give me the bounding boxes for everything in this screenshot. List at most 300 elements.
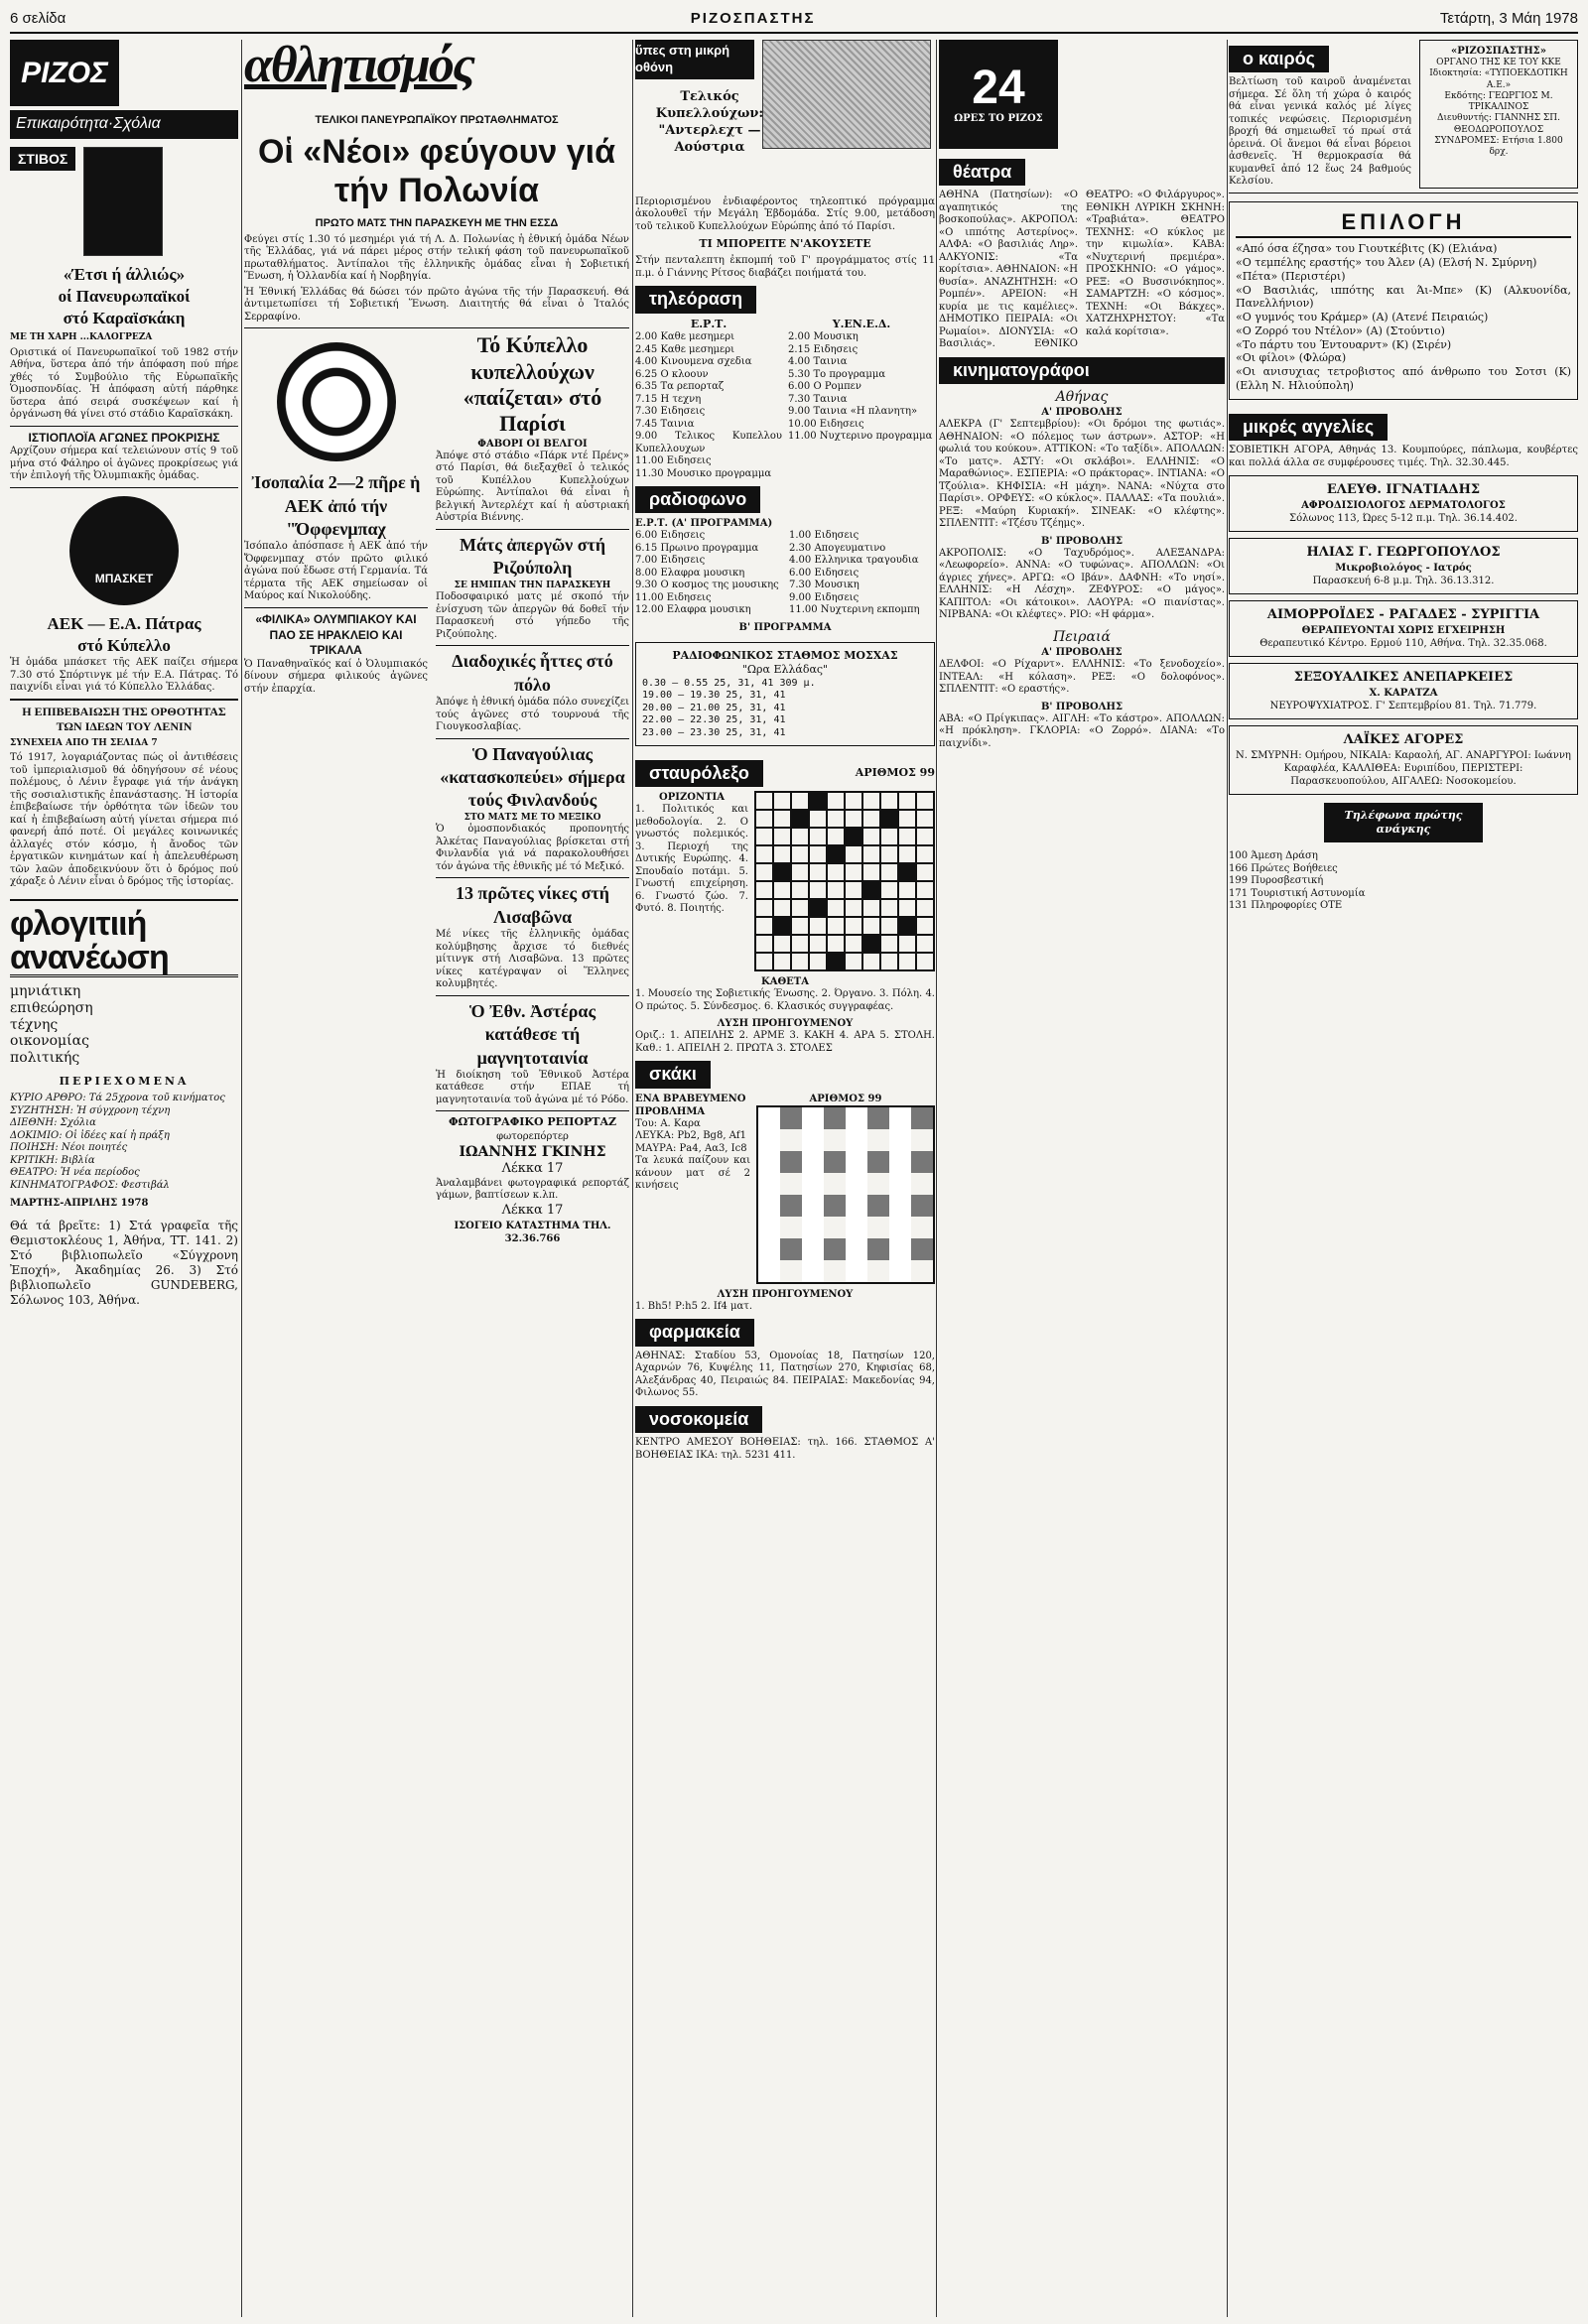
crossword-cell	[809, 810, 827, 828]
poland-text-2: Ἡ Ἐθνική Ἑλλάδας θά δώσει τόν πρῶτο ἀγώνα τῆς τήν Παρασκευή. Θά ἀντιμετωπίσει τή Σοβιετική Ἕνωση. Διαιτητής θά εἶναι ὁ Ἰταλός Σερραφίνο.	[244, 286, 629, 323]
crossword-cell	[916, 828, 934, 845]
crossword-cell	[916, 917, 934, 935]
schedule-row: 2.15 Ειδησεις	[788, 343, 859, 355]
photo-sub: φωτορεπόρτερ	[496, 1130, 569, 1142]
phone-row: 199 Πυροσβεστική	[1229, 875, 1324, 887]
football-image	[277, 342, 396, 461]
crossword-cell	[773, 845, 791, 863]
cross-sol-text: Οριζ.: 1. ΑΠΕΙΛΗΣ 2. ΑΡΜΕ 3. ΚΑΚΗ 4. ΑΡΑ 5. ΣΤΟΛΗ. Καθ.: 1. ΑΠΕΙΛΗ 2. ΠΡΩΤΑ 3. ΣΤΟΛΕΣ	[635, 1030, 935, 1054]
schedule-row: 6.35 Τα ρεπορταζ	[635, 381, 725, 393]
crossword-cell	[898, 810, 916, 828]
chess-square	[867, 1129, 889, 1151]
chess-square	[758, 1173, 780, 1195]
chess-square	[802, 1151, 824, 1173]
crossword-cell	[809, 863, 827, 881]
lenin-cont: ΣΥΝΕΧΕΙΑ ΑΠΟ ΤΗ ΣΕΛΙΔΑ 7	[10, 737, 158, 748]
crossword-cell	[916, 953, 934, 970]
chess-square	[911, 1238, 933, 1260]
crossword-cell	[755, 899, 773, 917]
left-column	[10, 40, 238, 2317]
crossword-cell	[827, 917, 845, 935]
ad-text: Παρασκευή 6-8 μ.μ. Τηλ. 36.13.312.	[1312, 575, 1495, 586]
crossword-cell	[898, 953, 916, 970]
section-title: αθλητισμός	[244, 40, 474, 93]
chess-board	[756, 1105, 935, 1284]
crossword-cell	[898, 935, 916, 953]
chess-square	[911, 1217, 933, 1238]
schedule-row: 4.00 Ελληνικα τραγουδια	[789, 555, 919, 567]
schedule-row: 6.00 Ειδησεις	[789, 567, 860, 579]
crossword-cell	[827, 953, 845, 970]
crossword-cell	[880, 810, 898, 828]
crossword-cell	[916, 845, 934, 863]
asteras-headline: Ὁ Ἐθν. Ἀστέρας κατάθεσε τή μαγνητοταινία	[468, 1000, 596, 1068]
ad-box	[1229, 538, 1578, 594]
crossword-cell	[755, 792, 773, 810]
crossword-cell	[880, 828, 898, 845]
schedule-row: 7.30 Μουσικη	[789, 580, 860, 591]
chess-square	[846, 1195, 867, 1217]
ad-name: ΗΛΙΑΣ Γ. ΓΕΩΡΓΟΠΟΥΛΟΣ	[1306, 545, 1501, 561]
toc-item: ΚΥΡΙΟ ΑΡΘΡΟ: Τά 25χρονα τοῦ κινήματος	[10, 1093, 225, 1104]
weather-title: ο καιρός	[1229, 46, 1329, 72]
crossword-cell	[880, 899, 898, 917]
lenin-headline: Η ΕΠΙΒΕΒΑΙΩΣΗ ΤΗΣ ΟΡΘΟΤΗΤΑΣ ΤΩΝ ΙΔΕΩΝ ΤΟΥ ΛΕΝΙΝ	[22, 704, 226, 734]
ad-box	[1229, 725, 1578, 795]
chess-square	[758, 1129, 780, 1151]
tvsched-title: τηλεόραση	[635, 286, 756, 313]
cinema-pir-text: ΔΕΛΦΟΙ: «Ο Ρίχαρντ». ΕΛΛΗΝΙΣ: «Το ξενοδοχείο». ΙΝΤΕΑΛ: «Η κόλαση». ΡΕΞ: «Ο δολοφόνος». ΣΠΛΕΝΤΙΤ: «Ο εραστής».	[939, 659, 1225, 696]
cinema-text: ΑΛΕΚΡΑ (Γ' Σεπτεμβρίου): «Οι δρόμοι της φωτιάς». ΑΘΗΝΑΙΟΝ: «Ο πόλεμος των άστρων». ΑΣΤΟΡ: «Η φωλιά του κούκου». ΑΤΤΙΚΟΝ: «Το ταξίδι». ΑΠΟΛΛΩΝ: «Το ματς». ΑΣΤΥ: «Οι σκλάβοι». ΕΛΛΗΝΙΣ: «Ο Μαραθώνιος». ΕΣΠΕΡΙΑ: «Ο πράκτορας». ΙΝΤΙΑΝΑ: «Ο Τζούλια». ΚΗΦΙΣΙΑ: «Η μάχη». ΝΑΝΑ: «Νύχτα στο Παρίσι». ΟΡΦΕΥΣ: «Ο κύκλος». ΠΑΛΛΑΣ: «Τα πουλιά». ΡΕΞ: «Μαύρη Κυριακή». ΣΙΝΕΑΚ: «Ο κλέφτης». ΣΠΛΕΝΤΙΤ: «Τζέσυ Τζέημς».	[939, 419, 1225, 530]
chess-square	[846, 1238, 867, 1260]
chess-square	[889, 1151, 911, 1173]
cup-kicker: ΦΑΒΟΡΙ ΟΙ ΒΕΛΓΟΙ	[477, 438, 588, 450]
basket-headline: ΑΕΚ — Ε.Α. Πάτρας	[47, 613, 201, 633]
schedule-row: 7.15 Η τεχνη	[635, 393, 702, 405]
istioplo-text: Αρχίζουν σήμερα καί τελειώνουν στίς 9 τοῦ μήνα στό Φάληρο οἱ ἀγῶνες προκρίσεως γιά τήν ἐπιλογή τῆς Ὀλυμπιακῆς ὁμάδας.	[10, 446, 238, 482]
chess-square	[758, 1195, 780, 1217]
crossword-cell	[755, 863, 773, 881]
toc-item: ΚΡΙΤΙΚΗ: Βιβλία	[10, 1154, 95, 1166]
filika-text: Ὁ Παναθηναϊκός καί ὁ Ὀλυμπιακός δίνουν σήμερα φιλικούς ἀγῶνες στήν ἐπαρχία.	[244, 658, 428, 695]
crossword-cell	[862, 810, 880, 828]
schedule-row: 4.00 Κινουμενα σχεδια	[635, 356, 752, 368]
flogit-footer: Θά τά βρεῖτε: 1) Στά γραφεῖα τῆς Θεμιστοκλέους 1, Ἀθήνα, ΤΤ. 141. 2) Στό βιβλιοπωλεῖο «Σύγχρονη Ἐποχή», Ἀκαδημίας 26. 3) Στό βιβλιοπωλεῖο GUNDEBERG, Σόλωνος 103, Ἀθήνα.	[10, 1218, 238, 1307]
crossword-cell	[845, 899, 862, 917]
crossword-cell	[862, 792, 880, 810]
crossword-cell	[773, 935, 791, 953]
cross-v-text: 1. Μουσείο της Σοβιετικής Ένωσης. 2. Όργανο. 3. Πόλη. 4. Ο πρώτος. 5. Σύνδεσμος. 6. Κλασικός συγγραφέας.	[635, 988, 935, 1012]
photo-phone: ΙΣΟΓΕΙΟ ΚΑΤΑΣΤΗΜΑ ΤΗΛ. 32.36.766	[454, 1220, 611, 1244]
rizos24-big: 24	[972, 61, 1025, 114]
crossword-cell	[809, 881, 827, 899]
chess-square	[780, 1151, 802, 1173]
crossword-cell	[845, 828, 862, 845]
cinema-title: κινηματογράφοι	[939, 357, 1225, 384]
crossword-cell	[916, 863, 934, 881]
choice-item: «Οι ανισυχιας τετροβιστος από άνθρωπο του Σοτσι (Κ) (Ελλη Ν. Ηλιούπολη)	[1236, 365, 1571, 392]
mastbox-line: Εκδότης: ΓΕΩΡΓΙΟΣ Μ. ΤΡΙΚΑΛΙΝΟΣ	[1444, 90, 1553, 112]
schedule-row: 5.30 Το προγραμμα	[788, 368, 886, 380]
crossword-cell	[809, 953, 827, 970]
crossword-cell	[862, 863, 880, 881]
crossword-cell	[791, 828, 809, 845]
choice-item: «Οι φίλοι» (Φλώρα)	[1236, 351, 1347, 365]
schedule-row: 1.00 Ειδησεις	[789, 530, 860, 542]
tvsched-ert: Ε.Ρ.Τ.	[690, 317, 728, 330]
cinema-piraeus: Πειραιά	[1053, 628, 1111, 645]
tv-kicker: Τελικός Κυπελλούχων: "Αντερλεχτ — Αούστρια	[655, 89, 764, 155]
cinema-b: Β' ΠΡΟΒΟΛΗΣ	[1040, 535, 1124, 547]
crossword-cell	[809, 845, 827, 863]
chess-square	[758, 1107, 780, 1129]
phones-title: Τηλέφωνα πρώτης ανάγκης	[1324, 803, 1483, 843]
crossword-cell	[845, 863, 862, 881]
lisbon-headline: 13 πρῶτες νίκες στή Λισαβῶνα	[456, 883, 609, 927]
tv-hear: ΤΙ ΜΠΟΡΕΙΤΕ Ν'ΑΚΟΥΣΕΤΕ	[699, 237, 871, 251]
crossword-cell	[845, 881, 862, 899]
schedule-row: 11.00 Ειδησεις	[635, 591, 712, 603]
chess-square	[780, 1129, 802, 1151]
crossword-cell	[862, 953, 880, 970]
chess-square	[802, 1260, 824, 1282]
choice-item: «Ο Ζορρό του Ντέλον» (Α) (Στούντιο)	[1236, 323, 1445, 337]
photo-addr: Λέκκα 17	[501, 1160, 564, 1176]
panag-text: Ὁ ὁμοσπονδιακός προπονητής Ἀλκέτας Παναγούλιας βρίσκεται στή Φινλανδία γιά νά παρακολουθήσει τόν ἀγώνα τῆς ἐθνικῆς μέ τό Μεξικό.	[436, 824, 629, 872]
chess-square	[758, 1238, 780, 1260]
radio-schedule	[635, 530, 935, 617]
cross-v: ΚΑΘΕΤΑ	[761, 976, 809, 988]
basket-logo: ΜΠΑΣΚΕΤ	[69, 496, 179, 605]
chess-square	[889, 1173, 911, 1195]
chess-num: ΑΡΙΘΜΟΣ 99	[809, 1093, 882, 1104]
section-logo: ΡΙΖΟΣ	[10, 40, 119, 106]
crossword-cell	[916, 881, 934, 899]
crossword-cell	[845, 935, 862, 953]
toc-item: ΔΙΕΘΝΗ: Σχόλια	[10, 1117, 96, 1129]
tv-radio-column	[635, 40, 935, 2317]
toc-item: ΠΟΙΗΣΗ: Νέοι ποιητές	[10, 1142, 128, 1154]
lisbon-text: Μέ νίκες τῆς ἑλληνικῆς ὁμάδας κολύμβησης ἄρχισε τό διεθνές μίτινγκ στή Λισαβῶνα. 13 πρῶτες νίκες κατέγραψαν οἱ Ἕλληνες κολυμβητές.	[436, 929, 629, 990]
schedule-row: 10.00 Ειδησεις	[788, 418, 864, 430]
schedule-row: 19.00 — 19.30 25, 31, 41	[642, 690, 786, 702]
schedule-row: 9.30 Ο κοσμος της μουσικης	[635, 580, 779, 591]
schedule-row: 9.00 Ειδησεις	[789, 591, 860, 603]
crossword-cell	[809, 935, 827, 953]
stivos-byline: ΜΕ ΤΗ ΧΑΡΗ ...ΚΑΛΟΓΡΕΖΑ	[10, 332, 153, 343]
flogit-line: πολιτικής	[10, 1050, 80, 1067]
crossword-cell	[898, 863, 916, 881]
poland-sub: ΠΡΩΤΟ ΜΑΤΣ ΤΗΝ ΠΑΡΑΣΚΕΥΗ ΜΕ ΤΗΝ ΕΣΣΔ	[315, 217, 559, 230]
photo-name: ΙΩΑΝΝΗΣ ΓΚΙΝΗΣ	[459, 1143, 606, 1160]
photo-title: ΦΩΤΟΓΡΑΦΙΚΟ ΡΕΠΟΡΤΑΖ	[448, 1115, 617, 1129]
crossword-cell	[880, 935, 898, 953]
rizos24-theatre-column	[939, 40, 1225, 2317]
basket-headline-2: στό Κύπελλο	[77, 635, 171, 655]
chess-square	[846, 1151, 867, 1173]
asteras-text: Ἡ διοίκηση τοῦ Ἐθνικοῦ Ἀστέρα κατάθεσε στήν ΕΠΑΕ τή μαγνητοταινία τοῦ ἀγώνα μέ τό Ρόδο.	[436, 1069, 629, 1105]
ad-name: ΕΛΕΥΘ. ΙΓΝΑΤΙΑΔΗΣ	[1326, 482, 1481, 498]
flogit-line: μηνιάτικη	[10, 982, 81, 999]
schedule-row: 23.00 — 23.30 25, 31, 41	[642, 726, 786, 738]
toc-item: ΣΥΖΗΤΗΣΗ: Ἡ σύγχρονη τέχνη	[10, 1104, 171, 1116]
crossword-cell	[755, 828, 773, 845]
mastbox-line: Ιδιοκτησία: «ΤΥΠΟΕΚΔΟΤΙΚΗ Α.Ε.»	[1429, 68, 1568, 90]
crossword-cell	[916, 792, 934, 810]
crossword-grid	[754, 791, 935, 971]
crossword-cell	[791, 863, 809, 881]
schedule-row: 11.00 Ειδησεις	[635, 455, 712, 467]
crossword-cell	[880, 863, 898, 881]
poland-headline: Οἱ «Νέοι» φεύγουν γιά τήν Πολωνία	[257, 133, 616, 210]
ad-box	[1229, 663, 1578, 719]
chess-square	[780, 1238, 802, 1260]
lenin-text: Τό 1917, λογαριάζοντας πώς οἱ ἀντιθέσεις τοῦ ἰμπεριαλισμοῦ θά ὁδηγήσουν σέ νέους πολέμους, ὁ Λένιν ἔγραφε γιά τήν ἀνάγκη τῆς σοσιαλιστικῆς ἐπανάστασης. Ἡ ἱστορία ἐπιβεβαίωσε τήν ὀρθότητα τῶν ἰδεῶν του καί ἡ ἐπιβεβαίωση αὐτή γίνεται σήμερα πιό φανερή ἀπό ποτέ. Οἱ μεγάλες κοινωνικές ἀλλαγές στόν κόσμο, ἡ ἄνοδος τῶν ἐργατικῶν κινημάτων καί ἡ ἀπελευθέρωση τῶν λαῶν ἀποδεικνύουν ὅτι ὁ δρόμος πού χάραξε ὁ Λένιν εἶναι ὁ δρόμος τῆς ἱστορίας.	[10, 752, 238, 888]
choice-item: «Από όσα έζησα» του Γιουτκέβιτς (Κ) (Ελιάνα)	[1236, 242, 1498, 256]
schedule-row: 11.00 Νυχτερινη εκπομπη	[789, 604, 920, 616]
crossword-cell	[898, 881, 916, 899]
chess-square	[846, 1129, 867, 1151]
aek-headline: Ἰσοπαλία 2—2 πῆρε ἡ ΑΕΚ ἀπό τήν "Όφφενμπαχ	[251, 472, 421, 540]
ad-sub: ΘΕΡΑΠΕΥΟΝΤΑΙ ΧΩΡΙΣ ΕΓΧΕΙΡΗΣΗ	[1301, 624, 1506, 636]
crossword-cell	[827, 899, 845, 917]
crossword-cell	[898, 845, 916, 863]
schedule-row: 6.25 Ο κλοουν	[635, 368, 709, 380]
center-sports-column	[244, 40, 629, 2317]
chess-square	[867, 1173, 889, 1195]
chess-title: σκάκι	[635, 1061, 711, 1088]
photo-text: Ἀναλαμβάνει φωτογραφικά ρεπορτάζ γάμων, βαπτίσεων κ.λπ.	[436, 1177, 629, 1202]
radio-title: ραδιοφωνο	[635, 486, 760, 513]
flogit-issue: ΜΑΡΤΗΣ-ΑΠΡΙΛΗΣ 1978	[10, 1198, 149, 1210]
chess-square	[802, 1195, 824, 1217]
classif-text: ΣΟΒΙΕΤΙΚΗ ΑΓΟΡΑ, Αθηνάς 13. Κουμπούρες, πάπλωμα, κουβέρτες και πολλά άλλα σε συμφέρουσες τιμές. Τηλ. 32.30.445.	[1229, 445, 1578, 468]
crossword-cell	[791, 792, 809, 810]
cup-text: Ἀπόψε στό στάδιο «Πάρκ ντέ Πρένς» στό Παρίσι, θά διεξαχθεῖ ὁ τελικός τοῦ Κυπέλλου Κυπελλούχων Εὐρώπης. Ἀντίπαλοι θά εἶναι ἡ βελγική Ἀντερλέχτ καί ἡ αὐστριακή Αὐστρία Βιέννης.	[436, 450, 629, 524]
chess-square	[846, 1260, 867, 1282]
chess-square	[911, 1107, 933, 1129]
crossword-cell	[898, 899, 916, 917]
crossword-cell	[791, 810, 809, 828]
chess-kicker: ΕΝΑ ΒΡΑΒΕΥΜΕΝΟ ΠΡΟΒΛΗΜΑ	[635, 1093, 746, 1117]
choice-item: «Ο Βασιλιάς, ιππότης και Άι-Μπε» (Κ) (Αλκυονίδα, Πανελλήνιον)	[1236, 283, 1571, 311]
crossword-cell	[791, 953, 809, 970]
crossword-cell	[827, 828, 845, 845]
page-number: 6 σελίδα	[10, 10, 66, 28]
panag-kicker: ΣΤΟ ΜΑΤΣ ΜΕ ΤΟ ΜΕΞΙΚΟ	[463, 812, 601, 823]
crossword-cell	[755, 845, 773, 863]
cross-num: ΑΡΙΘΜΟΣ 99	[855, 765, 935, 779]
polo-headline: Διαδοχικές ἧττες στό πόλο	[452, 651, 613, 695]
chess-black: ΜΑΥΡΑ: Ρa4, Αα3, Ιc8	[635, 1142, 747, 1154]
crossword-cell	[791, 917, 809, 935]
classif-title: μικρές αγγελίες	[1229, 414, 1388, 441]
crossword-cell	[845, 810, 862, 828]
crossword-cell	[773, 863, 791, 881]
schedule-row: 6.00 Ειδησεις	[635, 530, 706, 542]
chess-square	[758, 1151, 780, 1173]
poland-text: Φεύγει στίς 1.30 τό μεσημέρι γιά τή Λ. Δ. Πολωνίας ἡ ἐθνική ὁμάδα Νέων τῆς Ἑλλάδας, γιά νά πάρει μέρος στήν τελική φάση τοῦ πανευρωπαϊκοῦ πρωταθλήματος. Ἀντίπαλοι τῆς ἑλληνικῆς ὁμάδας εἶναι ἡ Σοβιετική Ἕνωση, ἡ Ὁλλανδία καί ἡ Νορβηγία.	[244, 233, 629, 283]
ads-list	[1229, 475, 1578, 794]
chess-square	[889, 1107, 911, 1129]
choice-item: «Ο τεμπέλης εραστής» του Άλεν (Α) (Ελσή Ν. Σμύρνη)	[1236, 256, 1537, 270]
schedule-row: 20.00 — 21.00 25, 31, 41	[642, 702, 786, 713]
tvsched-yened: Υ.ΕΝ.Ε.Δ.	[832, 317, 891, 330]
stivos-headline: «Έτσι ή άλλιώς»	[63, 264, 186, 284]
schedule-row: 9.00 Ταινια «Η πλανητη»	[788, 406, 918, 418]
tv-photo	[762, 40, 931, 149]
crossword-cell	[773, 899, 791, 917]
crossword-cell	[845, 792, 862, 810]
moscow-schedule	[642, 678, 928, 740]
crossword-cell	[862, 828, 880, 845]
runner-image	[83, 147, 163, 256]
phone-row: 166 Πρώτες Βοήθειες	[1229, 862, 1338, 874]
schedule-row: 2.00 Καθε μεσημερι	[635, 331, 735, 343]
cross-h-text: 1. Πολιτικός και μεθοδολογία. 2. Ο γνωστός πολεμικός. 3. Περιοχή της Δυτικής Ευρώπης. 4. Σπουδαίο ποτάμι. 5. Γνωστή επιχείρηση. 6. Γνωστό ζώο. 7. Φυτό. 8. Ποιητής.	[635, 804, 748, 915]
crossword-cell	[755, 881, 773, 899]
flogit-title: φλογιτιιή ανανέωση	[10, 907, 238, 977]
chess-author: Του: Α. Καρα	[635, 1117, 701, 1129]
crossword-cell	[898, 917, 916, 935]
flogit-lines	[10, 983, 238, 1067]
photo-addr-2: Λέκκα 17	[501, 1202, 564, 1218]
chess-square	[846, 1217, 867, 1238]
crossword-cell	[773, 953, 791, 970]
panag-headline: Ὁ Παναγούλιας «κατασκοπεύει» σήμερα τούς Φινλανδούς	[440, 743, 625, 811]
schedule-row: 11.30 Μουσικο προγραμμα	[635, 467, 772, 479]
poland-kicker: ΤΕΛΙΚΟΙ ΠΑΝΕΥΡΩΠΑΪΚΟΥ ΠΡΩΤΑΘΛΗΜΑΤΟΣ	[315, 114, 559, 126]
chess-square	[758, 1217, 780, 1238]
mastbox-title: «ΡΙΖΟΣΠΑΣΤΗΣ»	[1450, 46, 1546, 57]
chess-square	[846, 1107, 867, 1129]
crossword-cell	[880, 792, 898, 810]
crossword-cell	[773, 810, 791, 828]
crossword-cell	[773, 881, 791, 899]
masthead	[10, 6, 1578, 34]
chess-square	[780, 1217, 802, 1238]
chess-square	[846, 1173, 867, 1195]
chess-square	[889, 1217, 911, 1238]
chess-square	[889, 1129, 911, 1151]
chess-square	[780, 1107, 802, 1129]
chess-square	[824, 1107, 846, 1129]
polo-text: Ἀπόψε ἡ ἐθνική ὁμάδα πόλο συνεχίζει τούς ἀγῶνες στό τουρνουά τῆς Γιουγκοσλαβίας.	[436, 697, 629, 733]
schedule-row: 2.00 Μουσικη	[788, 331, 859, 343]
ad-sub: Χ. ΚΑΡΑΤΖΑ	[1369, 687, 1438, 699]
rizos24-sub: ΩΡΕΣ ΤΟ ΡΙΖΟΣ	[954, 112, 1043, 124]
crossword-cell	[809, 899, 827, 917]
paper-name: ΡΙΖΟΣΠΑΣΤΗΣ	[690, 10, 816, 28]
crossword-cell	[916, 935, 934, 953]
ad-sub: ΑΦΡΟΔΙΣΙΟΛΟΓΟΣ ΔΕΡΜΑΤΟΛΟΓΟΣ	[1301, 500, 1506, 512]
crossword-cell	[809, 917, 827, 935]
chess-square	[824, 1173, 846, 1195]
flogit-line: τέχνης	[10, 1016, 59, 1033]
crossword-cell	[827, 810, 845, 828]
radio-b: Β' ΠΡΟΓΡΑΜΜΑ	[738, 621, 832, 633]
schedule-row: 12.00 Ελαφρα μουσικη	[635, 604, 751, 616]
chess-square	[867, 1260, 889, 1282]
cross-title: σταυρόλεξο	[635, 760, 763, 787]
chess-square	[802, 1129, 824, 1151]
phone-row: 131 Πληροφορίες ΟΤΕ	[1229, 900, 1343, 912]
istioplo-headline: ΙΣΤΙΟΠΛΟΪΑ ΑΓΩΝΕΣ ΠΡΟΚΡΙΣΗΣ	[28, 430, 220, 445]
crossword-cell	[791, 935, 809, 953]
chess-square	[911, 1173, 933, 1195]
crossword-cell	[755, 810, 773, 828]
filika-headline: «ΦΙΛΙΚΑ» ΟΛΥΜΠΙΑΚΟΥ ΚΑΙ ΠΑΟ ΣΕ ΗΡΑΚΛΕΙΟ ΚΑΙ ΤΡΙΚΑΛΑ	[255, 611, 417, 658]
chess-square	[824, 1151, 846, 1173]
chess-square	[867, 1238, 889, 1260]
cup-headline: Τό Κύπελλο κυπελλούχων «παίζεται» στό Παρίσι	[463, 332, 602, 437]
ad-box	[1229, 600, 1578, 657]
ad-name: ΛΑΪΚΕΣ ΑΓΟΡΕΣ	[1343, 731, 1464, 747]
chess-square	[802, 1173, 824, 1195]
crossword-cell	[880, 881, 898, 899]
chess-square	[889, 1260, 911, 1282]
mastbox-lines	[1424, 58, 1573, 158]
pharm-text: ΑΘΗΝΑΣ: Σταδίου 53, Ομονοίας 18, Πατησίων 120, Αχαρνών 76, Κυψέλης 11, Πατησίων 270, Κηφισίας 68, Αλεξάνδρας 40, Πειραιώς 84. ΠΕΙΡΑΙΑΣ: Μακεδονίας 94, Φιλωνος 55.	[635, 1350, 935, 1399]
tv-title: ὕπες στη μικρή οθόνη	[635, 40, 754, 79]
chess-square	[802, 1238, 824, 1260]
choice-title: ΕΠΙΛΟΓΗ	[1236, 208, 1571, 239]
cinema-pir-a: Α' ΠΡΟΒΟΛΗΣ	[1041, 647, 1123, 659]
crossword-cell	[773, 792, 791, 810]
chess-square	[824, 1238, 846, 1260]
crossword-cell	[916, 810, 934, 828]
mastbox-line: ΣΥΝΔΡΟΜΕΣ: Ετήσια 1.800 δρχ.	[1434, 135, 1563, 157]
crossword-cell	[880, 917, 898, 935]
crossword-cell	[862, 935, 880, 953]
ad-name: ΣΕΞΟΥΑΛΙΚΕΣ ΑΝΕΠΑΡΚΕΙΕΣ	[1293, 669, 1514, 685]
theatre-text: ΑΘΗΝΑ (Πατησίων): «Ο αγαπητικός της βοσκοπούλας». ΑΚΡΟΠΟΛ: «Ο ιππότης Αστερίνος». ΑΛΦΑ: «Ο βασιλιάς Ληρ». ΑΛΚΥΟΝΙΣ: «Τα κορίτσια». ΑΘΗΝΑΙΟΝ: «Η θυσία». ΑΝΑΖΗΤΗΣΗ: «Ο Ρομπέν». ΑΡΕΙΟΝ: «Η κυρία με τις καμέλιες». ΔΗΜΟΤΙΚΟ ΠΕΙΡΑΙΑ: «Οι Ρωμαίοι». ΔΙΟΝΥΣΙΑ: «Ο Βασιλιάς». ΕΘΝΙΚΟ ΘΕΑΤΡΟ: «Ο Φιλάργυρος». ΕΘΝΙΚΗ ΛΥΡΙΚΗ ΣΚΗΝΗ: «Τραβιάτα». ΘΕΑΤΡΟ ΤΕΧΝΗΣ: «Ο κύκλος με την κιμωλία». ΚΑΒΑ: «Νυχτερινή πρεμιέρα». ΠΡΟΣΚΗΝΙΟ: «Ο γάμος». ΡΕΞ: «Ο Βυσσινόκηπος». ΣΑΜΑΡΤΖΗ: «Ο κόσμος». ΤΕΧΝΗ: «Οι Βάκχες». ΧΑΤΖΗΧΡΗΣΤΟΥ: «Τα καλά κορίτσια».	[939, 190, 1225, 350]
toc-item: ΔΟΚΙΜΙΟ: Οἱ ἰδέες καί ἡ πράξη	[10, 1129, 170, 1141]
toc-item: ΘΕΑΤΡΟ: Ἡ νέα περίοδος	[10, 1167, 140, 1179]
chess-square	[824, 1217, 846, 1238]
chess-square	[911, 1151, 933, 1173]
choice-item: «Το πάρτυ του Έντουαρντ» (Κ) (Σιρέν)	[1236, 337, 1452, 351]
flogit-toc	[10, 1093, 238, 1192]
stivos-label: ΣΤΙΒΟΣ	[10, 147, 75, 171]
ad-sub: Μικροβιολόγος - Ιατρός	[1335, 562, 1472, 574]
schedule-row: 4.00 Ταινια	[788, 356, 848, 368]
cross-h: ΟΡΙΖΟΝΤΙΑ	[659, 792, 725, 804]
chess-square	[780, 1260, 802, 1282]
crossword-cell	[862, 899, 880, 917]
chess-square	[802, 1107, 824, 1129]
mastbox-line: ΟΡΓΑΝΟ ΤΗΣ ΚΕ ΤΟΥ ΚΚΕ	[1436, 58, 1561, 67]
crossword-cell	[862, 845, 880, 863]
crossword-cell	[880, 953, 898, 970]
schedule-row: 6.00 Ο Ρομπεν	[788, 381, 861, 393]
crossword-cell	[791, 881, 809, 899]
cinema-pir-text-b: ΑΒΑ: «Ο Πρίγκιπας». ΑΙΓΛΗ: «Το κάστρο». ΑΠΟΛΛΩΝ: «Η πρόκληση». ΓΚΛΟΡΙΑ: «Ο Ζορρό». ΔΙΑΝΑ: «Το παιχνίδι».	[939, 712, 1225, 749]
crossword-cell	[862, 917, 880, 935]
schedule-row: 22.00 — 22.30 25, 31, 41	[642, 714, 786, 726]
crossword-cell	[898, 828, 916, 845]
cross-sol: ΛΥΣΗ ΠΡΟΗΓΟΥΜΕΝΟΥ	[717, 1018, 854, 1030]
flogit-line: οικονομίας	[10, 1033, 89, 1050]
chess-square	[780, 1173, 802, 1195]
chess-square	[824, 1195, 846, 1217]
crossword-cell	[827, 845, 845, 863]
crossword-cell	[827, 881, 845, 899]
crossword-cell	[809, 828, 827, 845]
crossword-cell	[755, 935, 773, 953]
chess-square	[780, 1195, 802, 1217]
stivos-headline-2: οί Πανευρωπαϊκοί	[58, 286, 191, 306]
